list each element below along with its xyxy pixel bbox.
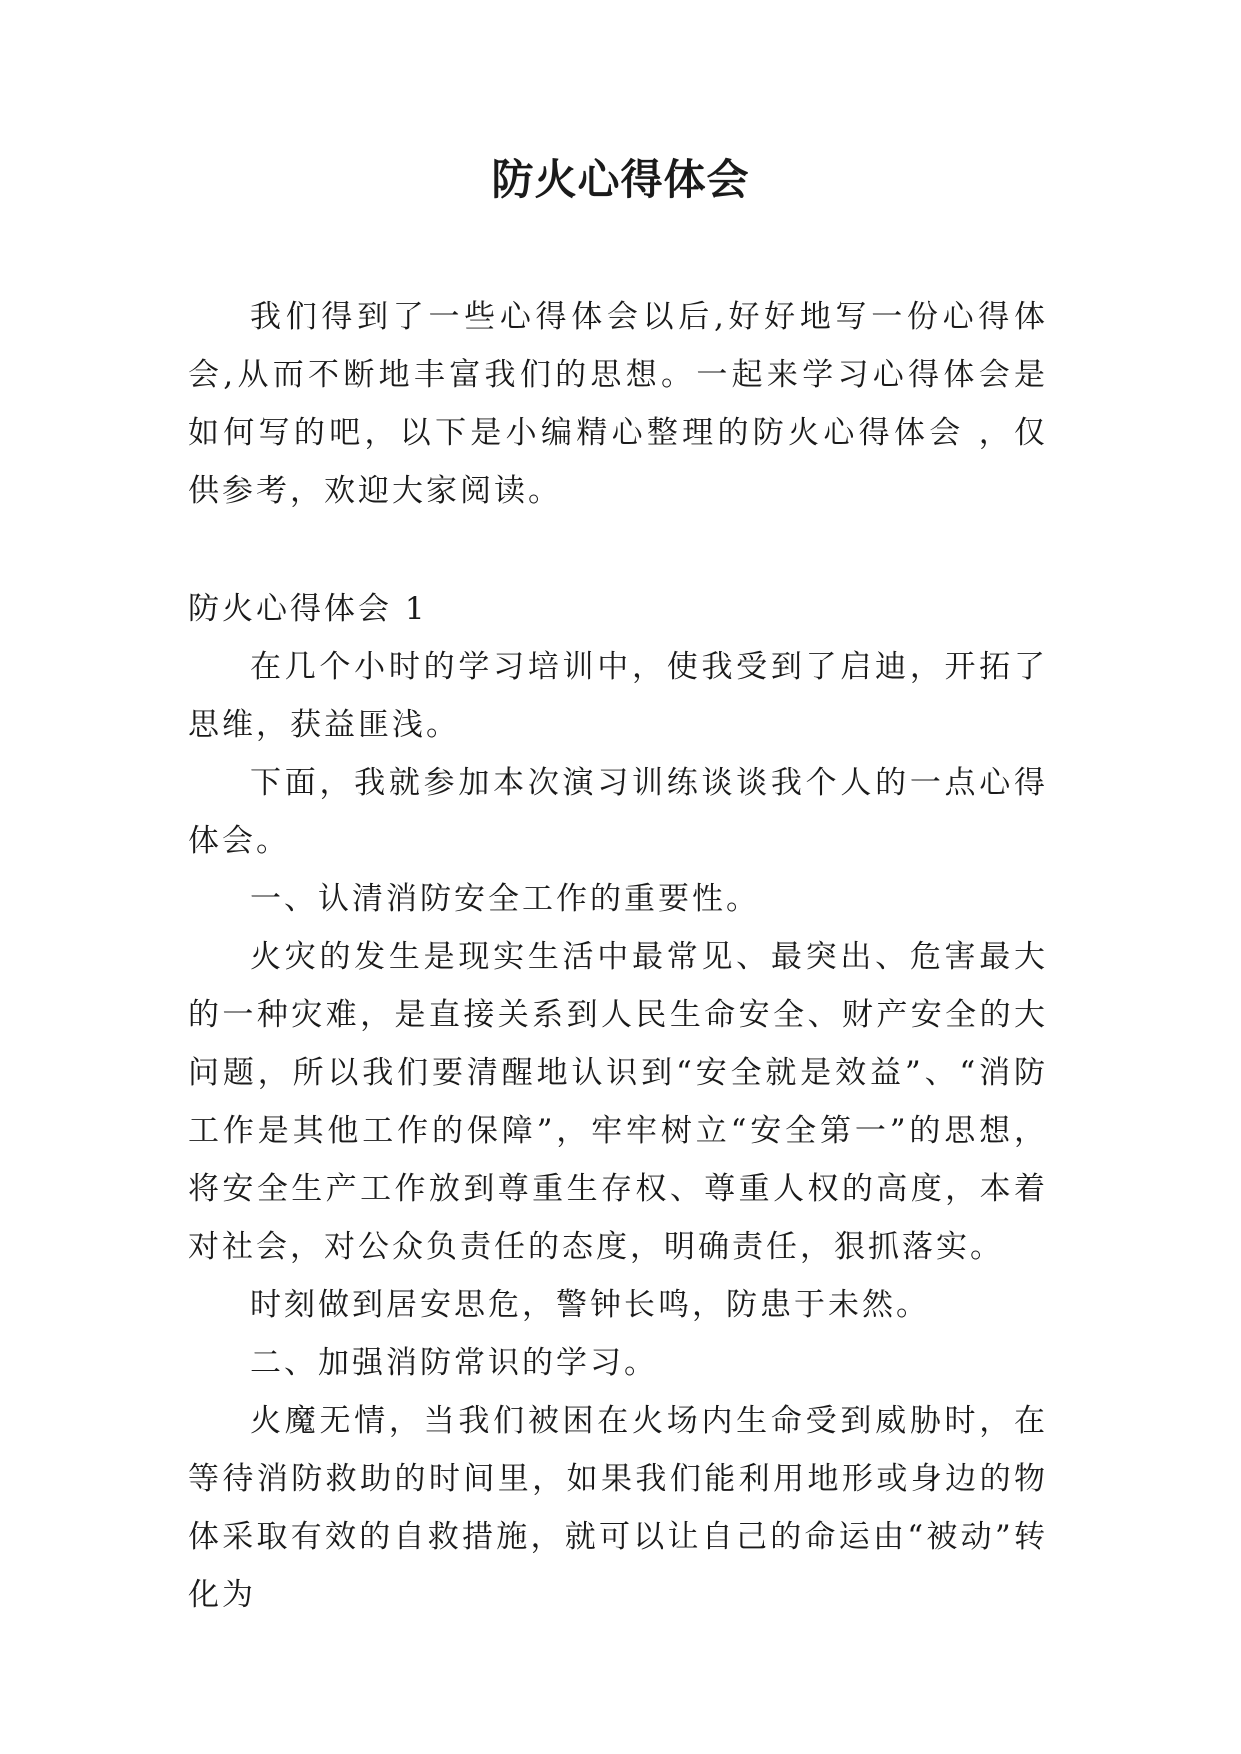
paragraph: 下面，我就参加本次演习训练谈谈我个人的一点心得体会。	[188, 765, 1048, 859]
document-title: 防火心得体会	[491, 155, 750, 204]
section-block	[188, 580, 1048, 1624]
intro-block	[188, 288, 1048, 520]
paragraph: 火灾的发生是现实生活中最常见、最突出、危害最大的一种灾难，是直接关系到人民生命安全、财产安全的大问题，所以我们要清醒地认识到“安全就是效益”、“消防工作是其他工作的保障”，牢牢树立“安全第一”的思想，将安全生产工作放到尊重生存权、尊重人权的高度，本着对社会，对公众负责任的态度，明确责任，狠抓落实。	[188, 939, 1048, 1265]
paragraph: 火魔无情，当我们被困在火场内生命受到威胁时，在等待消防救助的时间里，如果我们能利用地形或身边的物体采取有效的自救措施，就可以让自己的命运由“被动”转化为	[188, 1403, 1048, 1613]
paragraph: 在几个小时的学习培训中，使我受到了启迪，开拓了思维，获益匪浅。	[188, 649, 1048, 743]
section-heading: 防火心得体会 1	[188, 591, 428, 627]
paragraph: 时刻做到居安思危，警钟长鸣，防患于未然。	[250, 1287, 930, 1323]
intro-paragraph: 我们得到了一些心得体会以后,好好地写一份心得体会,从而不断地丰富我们的思想。一起来学习心得体会是如何写的吧，以下是小编精心整理的防火心得体会 ，仅供参考，欢迎大家阅读。	[188, 299, 1048, 509]
subheading-paragraph: 一、认清消防安全工作的重要性。	[250, 881, 760, 917]
subheading-paragraph: 二、加强消防常识的学习。	[250, 1345, 658, 1381]
